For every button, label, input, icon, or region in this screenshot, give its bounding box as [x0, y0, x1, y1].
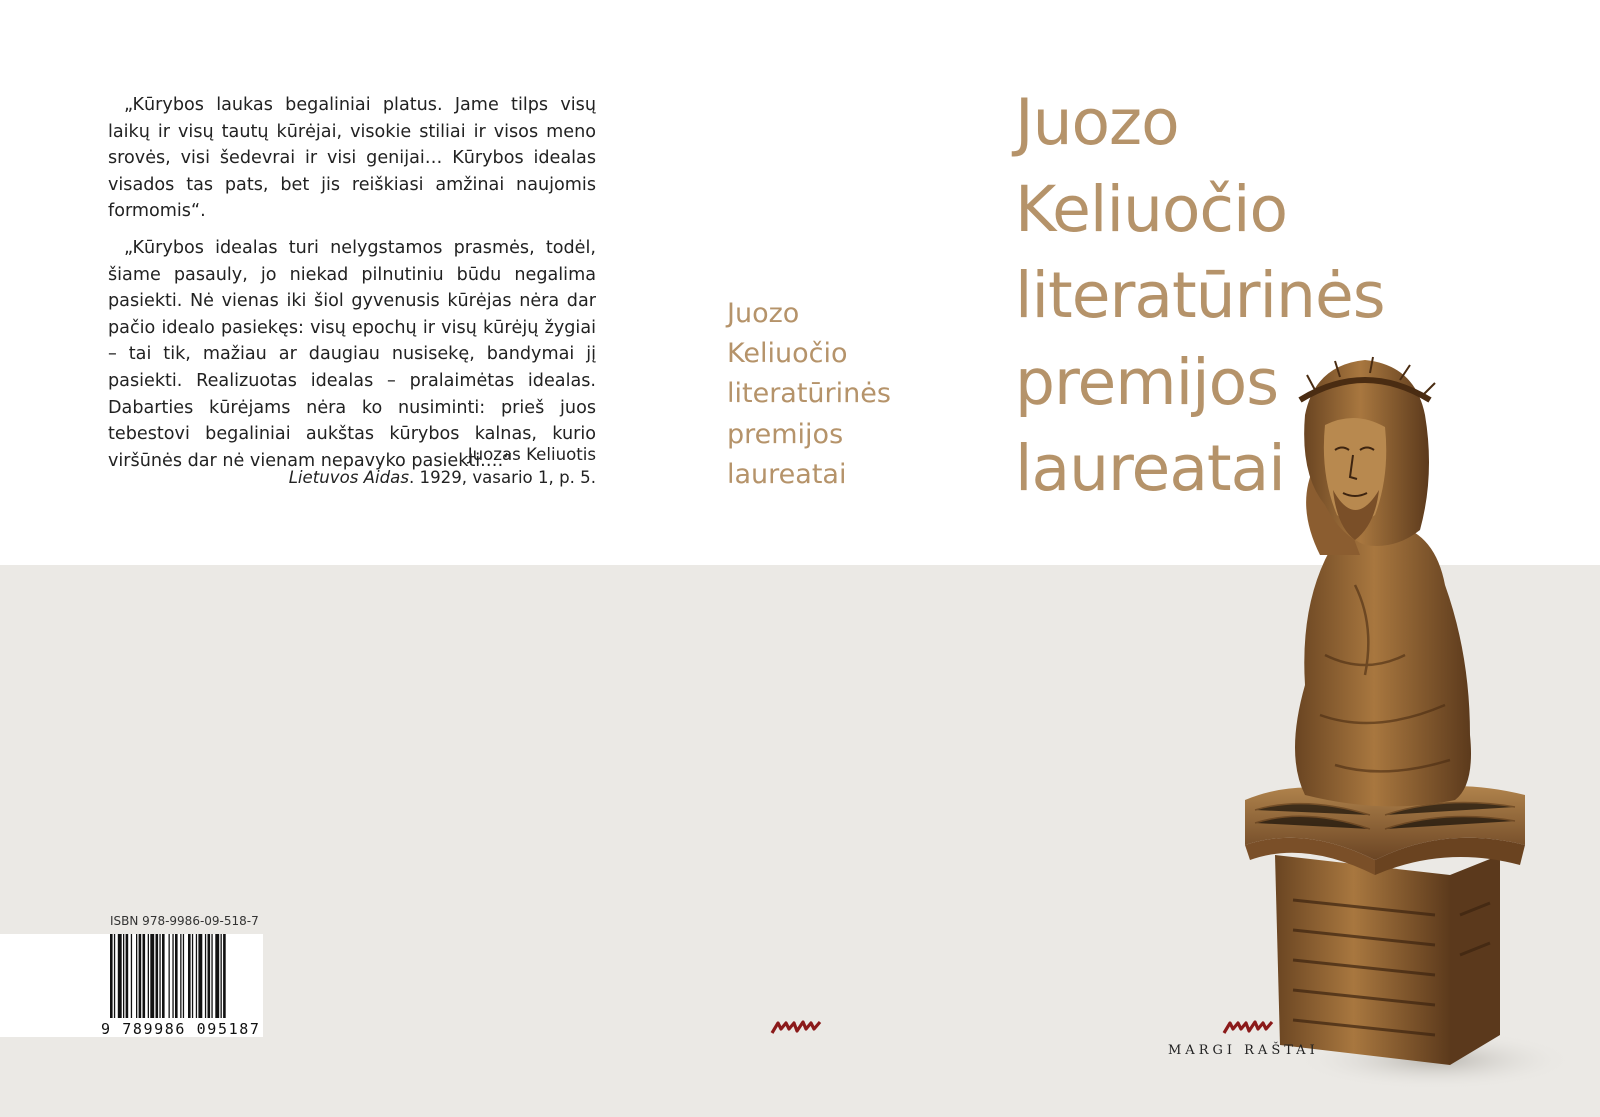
source-details: . 1929, vasario 1, p. 5.: [408, 468, 596, 487]
back-cover-quote: [108, 92, 596, 484]
barcode-bar: [188, 934, 191, 1018]
barcode-bar: [180, 934, 181, 1018]
spine-publisher-logo: [770, 1019, 822, 1035]
quote-source: [108, 466, 596, 489]
barcode-bar: [169, 934, 170, 1018]
barcode-bar: [205, 934, 206, 1018]
barcode-bar: [143, 934, 146, 1018]
title-line-5: laureatai: [1015, 432, 1285, 505]
spine-line-1: Juozo: [727, 298, 800, 329]
barcode-bar: [148, 934, 149, 1018]
barcode-bar: [131, 934, 132, 1018]
barcode-bar: [192, 934, 193, 1018]
barcode-bar: [136, 934, 137, 1018]
barcode-bar: [114, 934, 115, 1018]
spine-line-3: literatūrinės: [727, 378, 891, 410]
wooden-statue-image: [1245, 355, 1565, 1095]
spine-line-4: premijos: [727, 418, 844, 450]
barcode-bar: [215, 934, 219, 1018]
barcode-bar: [183, 934, 184, 1018]
title-line-3: literatūrinės: [1015, 259, 1385, 332]
barcode-bar: [126, 934, 129, 1018]
barcode-bar: [150, 934, 154, 1018]
barcode-bar: [139, 934, 142, 1018]
barcode-bar: [223, 934, 226, 1018]
quote-paragraph-1: „Kūrybos laukas begaliniai platus. Jame tilps visų laikų ir visų tautų kūrėjai, visokie stiliai ir visos meno srovės, visi šedevrai ir visi genijai… Kūrybos idealas visados tas pats, bet jis reiškiasi amžinai naujomis formomis“.: [108, 95, 596, 222]
barcode-bar: [156, 934, 159, 1018]
barcode-bar: [162, 934, 165, 1018]
spine-line-2: Keliuočio: [727, 338, 848, 370]
quote-paragraph-2: „Kūrybos idealas turi nelygstamos prasmės, todėl, šiame pasauly, jo niekad pilnutiniu būdu negalima pasiekti. Nė vienas iki šiol gyvenusis kūrėjas nėra dar pačio idealo pasiekęs: visų epochų ir visų kūrėjų žygiai – tai tik, mažiau ar daugiau nusisekę, bandymai jį pasiekti. Realizuotas idealas – pralaimėtas idealas. Dabarties kūrėjams nėra ko nusiminti: prieš juos tebestovi begaliniai aukštas kūrybos kalnas, kurio viršūnės dar nė vienam nepavyko pasiekti.…“: [108, 237, 596, 471]
title-line-2: Keliuočio: [1015, 172, 1288, 246]
barcode-bar: [211, 934, 212, 1018]
barcode-bar: [118, 934, 122, 1018]
barcode-bar: [110, 934, 113, 1018]
barcode-bar: [172, 934, 173, 1018]
front-publisher-logo: [1222, 1019, 1274, 1035]
publisher-name: MARGI RAŠTAI: [1168, 1043, 1319, 1058]
isbn-label: ISBN 978-9986-09-518-7: [110, 914, 259, 928]
barcode: [108, 934, 260, 1020]
quote-attribution: [108, 443, 596, 489]
quote-author: Juozas Keliuotis: [467, 445, 596, 464]
spine-title: [727, 294, 891, 495]
barcode-digits: 9 789986 095187: [101, 1020, 261, 1038]
barcode-bar: [159, 934, 160, 1018]
barcode-bar: [198, 934, 202, 1018]
barcode-bar: [208, 934, 211, 1018]
source-title: Lietuvos Aidas: [288, 468, 409, 487]
spine-line-5: laureatai: [727, 458, 847, 490]
barcode-bar: [123, 934, 124, 1018]
barcode-bar: [196, 934, 197, 1018]
barcode-bar: [221, 934, 222, 1018]
barcode-bar: [175, 934, 178, 1018]
title-line-1: Juozo: [1015, 86, 1179, 159]
title-line-4: premijos: [1015, 345, 1279, 419]
